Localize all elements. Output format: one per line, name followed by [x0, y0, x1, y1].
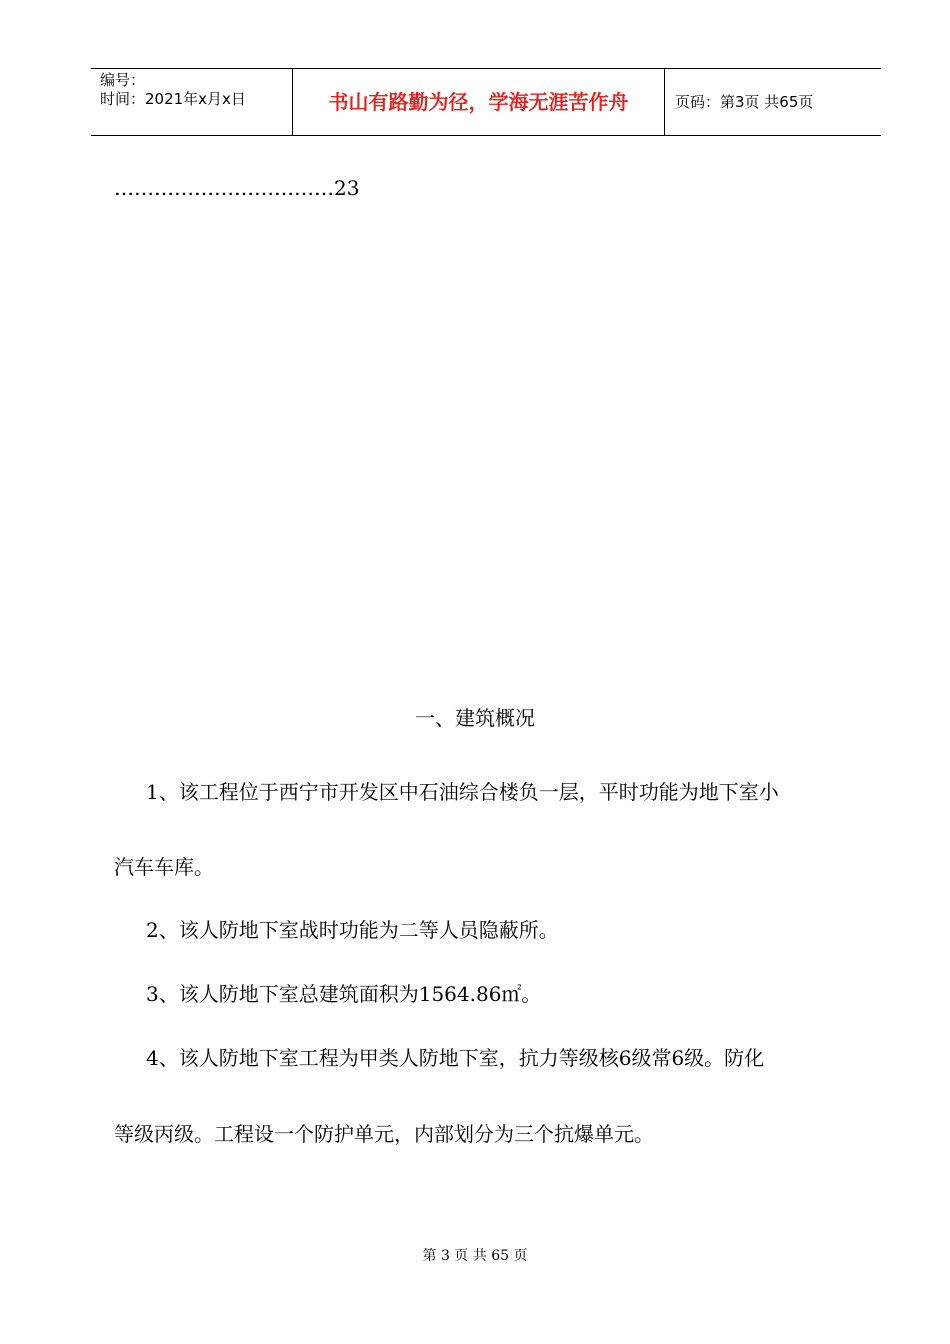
time-label: 时间：2021年x月x日	[100, 90, 246, 108]
toc-page-number: 23	[334, 176, 360, 200]
toc-dots: ……………………………	[114, 176, 334, 200]
section-title: 一、建筑概况	[415, 706, 535, 730]
paragraph-1-line-2: 汽车车库。	[114, 855, 214, 879]
paragraph-3: 3、该人防地下室总建筑面积为1564.86㎡。	[146, 982, 542, 1006]
paragraph-1-line-1: 1、该工程位于西宁市开发区中石油综合楼负一层，平时功能为地下室小	[146, 780, 779, 804]
paragraph-2: 2、该人防地下室战时功能为二等人员隐蔽所。	[146, 918, 559, 942]
paragraph-4-line-2: 等级丙级。工程设一个防护单元，内部划分为三个抗爆单元。	[114, 1122, 654, 1146]
header-meta-cell	[91, 69, 293, 135]
footer-page-number: 第 3 页 共 65 页	[422, 1248, 528, 1264]
page-header	[91, 68, 881, 136]
header-motto: 书山有路勤为径，学海无涯苦作舟	[293, 69, 665, 135]
header-page-label: 页码：第3页 共65页	[675, 93, 814, 111]
paragraph-4-line-1: 4、该人防地下室工程为甲类人防地下室，抗力等级核6级常6级。防化	[146, 1046, 765, 1070]
number-label: 编号：	[100, 71, 146, 89]
toc-entry	[114, 176, 359, 200]
